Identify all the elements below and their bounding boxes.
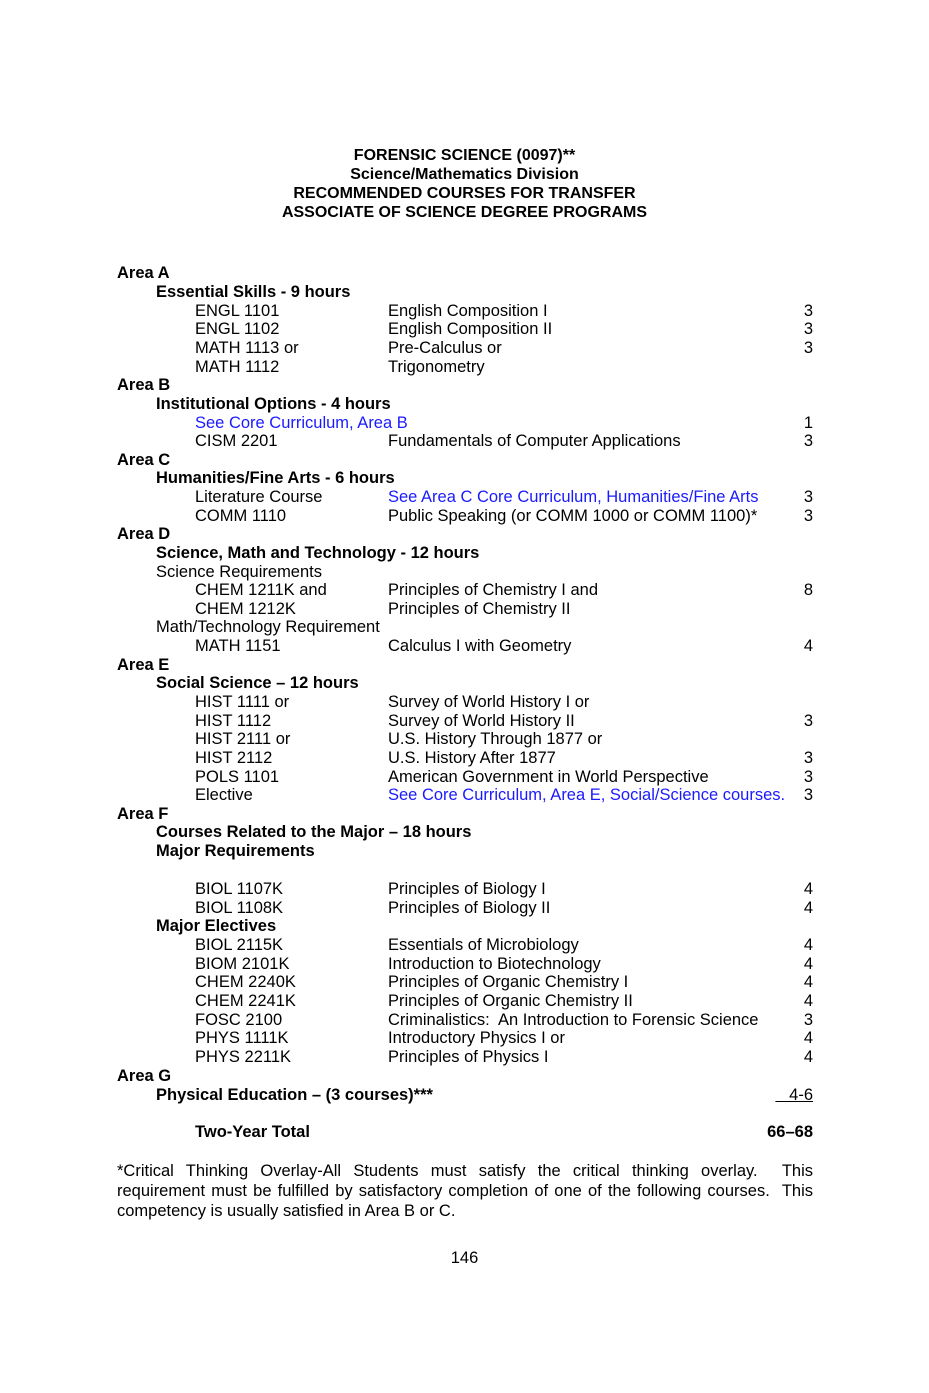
course-hours: 4: [803, 955, 813, 973]
course-name: English Composition II: [388, 320, 553, 338]
course-name: Essentials of Microbiology: [388, 936, 579, 954]
course-name: Fundamentals of Computer Applications: [388, 432, 681, 450]
course-code: COMM 1110: [195, 507, 287, 525]
course-code: ENGL 1101: [195, 302, 280, 320]
area-d-subtitle: Science, Math and Technology - 12 hours: [156, 544, 480, 562]
area-e-title: Area E: [117, 656, 170, 674]
course-code: HIST 1111 or: [195, 693, 290, 711]
course-code: CHEM 2240K: [195, 973, 296, 991]
course-name: U.S. History Through 1877 or: [388, 730, 603, 748]
core-curriculum-area-b-link[interactable]: See Core Curriculum, Area B: [195, 414, 408, 432]
course-hours: 3: [803, 1011, 813, 1029]
course-name: Principles of Chemistry I and: [388, 581, 598, 599]
course-code: CHEM 1212K: [195, 600, 296, 618]
area-c-subtitle: Humanities/Fine Arts - 6 hours: [156, 469, 395, 487]
area-c-title: Area C: [117, 451, 171, 469]
course-code: ENGL 1102: [195, 320, 280, 338]
area-a-subtitle: Essential Skills - 9 hours: [156, 283, 351, 301]
course-hours: 4: [803, 1048, 813, 1066]
course-name: Principles of Chemistry II: [388, 600, 571, 618]
course-name: English Composition I: [388, 302, 548, 320]
course-hours: 4: [803, 899, 813, 917]
area-g-hours: 4-6: [775, 1086, 813, 1104]
area-g-subtitle: Physical Education – (3 courses)***: [156, 1086, 433, 1104]
division-line: Science/Mathematics Division: [350, 166, 579, 183]
course-hours: 4: [803, 880, 813, 898]
course-name: Introductory Physics I or: [388, 1029, 565, 1047]
course-code: MATH 1151: [195, 637, 281, 655]
course-hours: 3: [803, 302, 813, 320]
course-hours: 3: [803, 749, 813, 767]
doc-title: FORENSIC SCIENCE (0097)**: [353, 147, 576, 164]
course-hours: 1: [803, 414, 813, 432]
course-code: CISM 2201: [195, 432, 278, 450]
course-name: Survey of World History II: [388, 712, 575, 730]
course-name: Principles of Organic Chemistry I: [388, 973, 629, 991]
course-code: PHYS 2211K: [195, 1048, 292, 1066]
math-requirement-label: Math/Technology Requirement: [156, 618, 380, 636]
core-curriculum-area-e-link[interactable]: See Core Curriculum, Area E, Social/Science courses.: [388, 786, 786, 804]
course-name: Principles of Biology I: [388, 880, 546, 898]
course-hours: 4: [803, 936, 813, 954]
course-hours: 3: [803, 320, 813, 338]
course-name: Principles of Physics I: [388, 1048, 549, 1066]
course-code: BIOL 1108K: [195, 899, 284, 917]
area-b-title: Area B: [117, 376, 171, 394]
course-code: POLS 1101: [195, 768, 280, 786]
course-hours: 4: [803, 637, 813, 655]
course-code: BIOL 2115K: [195, 936, 284, 954]
course-hours: 3: [803, 768, 813, 786]
course-hours: 3: [803, 507, 813, 525]
course-code: HIST 2111 or: [195, 730, 291, 748]
course-name: American Government in World Perspective: [388, 768, 709, 786]
total-value: 66–68: [767, 1123, 813, 1141]
course-name: Pre-Calculus or: [388, 339, 502, 357]
course-name: Principles of Organic Chemistry II: [388, 992, 633, 1010]
course-code: HIST 1112: [195, 712, 272, 730]
course-code: FOSC 2100: [195, 1011, 283, 1029]
page-number: 146: [450, 1249, 479, 1267]
course-name: Public Speaking (or COMM 1000 or COMM 1100)*: [388, 507, 758, 525]
science-requirements-label: Science Requirements: [156, 563, 322, 581]
course-hours: 3: [803, 786, 813, 804]
course-code: MATH 1112: [195, 358, 280, 376]
heading-degree: ASSOCIATE OF SCIENCE DEGREE PROGRAMS: [281, 204, 648, 221]
area-f-title: Area F: [117, 805, 169, 823]
core-curriculum-area-c-link[interactable]: See Area C Core Curriculum, Humanities/Fine Arts: [388, 488, 759, 506]
course-name: Criminalistics: An Introduction to Forensic Science: [388, 1011, 759, 1029]
course-code: Literature Course: [195, 488, 323, 506]
major-electives-label: Major Electives: [156, 917, 277, 935]
area-e-subtitle: Social Science – 12 hours: [156, 674, 359, 692]
course-code: MATH 1113 or: [195, 339, 299, 357]
course-code: CHEM 2241K: [195, 992, 296, 1010]
major-requirements-label: Major Requirements: [156, 842, 315, 860]
course-hours: 3: [803, 712, 813, 730]
critical-thinking-footnote: *Critical Thinking Overlay-All Students must satisfy the critical thinking overlay. This requirement must be fulfilled by satisfactory completion of one of the following courses. This competency is usually satisfied in Area B or C.: [117, 1162, 818, 1220]
course-code: HIST 2112: [195, 749, 273, 767]
total-label: Two-Year Total: [195, 1123, 310, 1141]
course-hours: 4: [803, 992, 813, 1010]
course-hours: 3: [803, 339, 813, 357]
course-hours: 4: [803, 1029, 813, 1047]
course-name: Calculus I with Geometry: [388, 637, 572, 655]
area-d-title: Area D: [117, 525, 171, 543]
course-name: U.S. History After 1877: [388, 749, 556, 767]
course-hours: 8: [803, 581, 813, 599]
course-hours: 3: [803, 432, 813, 450]
course-name: Trigonometry: [388, 358, 485, 376]
course-name: Survey of World History I or: [388, 693, 590, 711]
course-code: BIOM 2101K: [195, 955, 290, 973]
course-hours: 3: [803, 488, 813, 506]
course-code: CHEM 1211K and: [195, 581, 327, 599]
course-code: PHYS 1111K: [195, 1029, 289, 1047]
area-a-title: Area A: [117, 264, 170, 282]
area-f-subtitle: Courses Related to the Major – 18 hours: [156, 823, 472, 841]
course-name: Principles of Biology II: [388, 899, 551, 917]
course-code: Elective: [195, 786, 253, 804]
heading-recommended: RECOMMENDED COURSES FOR TRANSFER: [293, 185, 636, 202]
area-g-title: Area G: [117, 1067, 172, 1085]
course-hours: 4: [803, 973, 813, 991]
area-b-subtitle: Institutional Options - 4 hours: [156, 395, 391, 413]
course-code: BIOL 1107K: [195, 880, 284, 898]
course-name: Introduction to Biotechnology: [388, 955, 601, 973]
